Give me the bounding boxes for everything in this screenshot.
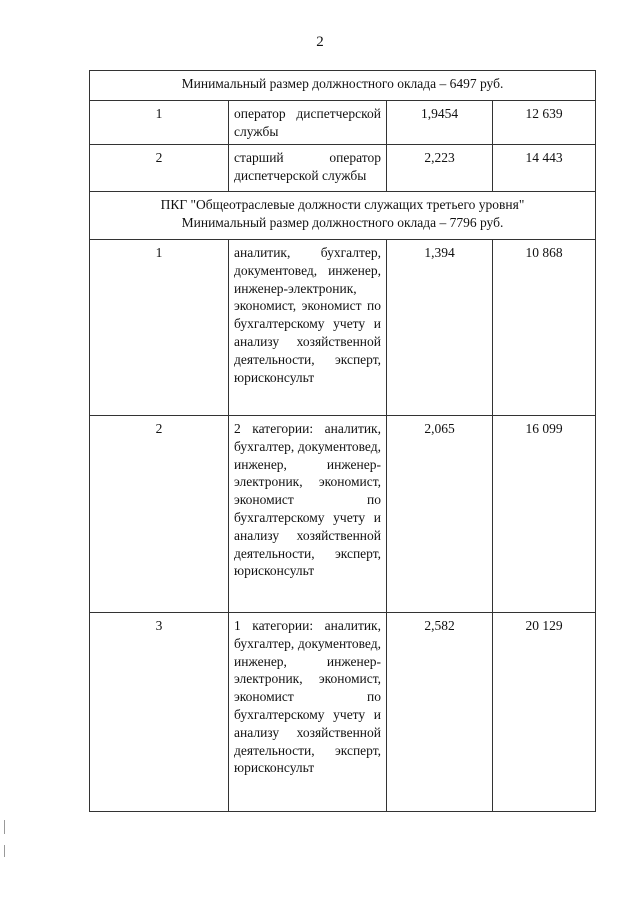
group-header-cell <box>90 192 596 240</box>
scan-artifact <box>4 820 5 834</box>
coefficient: 2,582 <box>387 613 493 812</box>
group-header-row <box>90 192 596 240</box>
position-title: аналитик, бухгалтер, документовед, инженер, инженер-электроник, экономист, экономист по бухгалтерскому учету и анализу хозяйственной деятельности, эксперт, юрисконсульт <box>229 240 387 416</box>
group-header-line: ПКГ "Общеотраслевые должности служащих третьего уровня" <box>160 197 525 212</box>
row-number: 2 <box>90 145 229 192</box>
salary-amount: 14 443 <box>493 145 596 192</box>
group-header-line: Минимальный размер должностного оклада – 6497 руб. <box>181 76 504 91</box>
salary-amount: 16 099 <box>493 416 596 613</box>
salary-table <box>89 70 596 812</box>
coefficient: 1,9454 <box>387 101 493 145</box>
salary-amount: 12 639 <box>493 101 596 145</box>
coefficient: 2,223 <box>387 145 493 192</box>
group-header-cell <box>90 71 596 101</box>
row-number: 3 <box>90 613 229 812</box>
position-title: 2 категории: аналитик, бухгалтер, документовед, инженер, инженер-электроник, экономист, экономист по бухгалтерскому учету и анализу хозяйственной деятельности, эксперт, юрисконсульт <box>229 416 387 613</box>
table-row <box>90 145 596 192</box>
page-number: 2 <box>316 34 324 50</box>
table-row <box>90 101 596 145</box>
table-row <box>90 416 596 613</box>
position-title: старший оператор диспетчерской службы <box>229 145 387 192</box>
group-header-line: Минимальный размер должностного оклада – 7796 руб. <box>181 214 504 230</box>
salary-amount: 20 129 <box>493 613 596 812</box>
row-number: 2 <box>90 416 229 613</box>
position-title: оператор диспетчерской службы <box>229 101 387 145</box>
group-header-row <box>90 71 596 101</box>
salary-amount: 10 868 <box>493 240 596 416</box>
position-title: 1 категории: аналитик, бухгалтер, документовед, инженер, инженер-электроник, экономист, экономист по бухгалтерскому учету и анализу хозяйственной деятельности, эксперт, юрисконсульт <box>229 613 387 812</box>
coefficient: 1,394 <box>387 240 493 416</box>
table-row <box>90 613 596 812</box>
coefficient: 2,065 <box>387 416 493 613</box>
row-number: 1 <box>90 101 229 145</box>
table-row <box>90 240 596 416</box>
row-number: 1 <box>90 240 229 416</box>
scan-artifact <box>4 845 5 857</box>
